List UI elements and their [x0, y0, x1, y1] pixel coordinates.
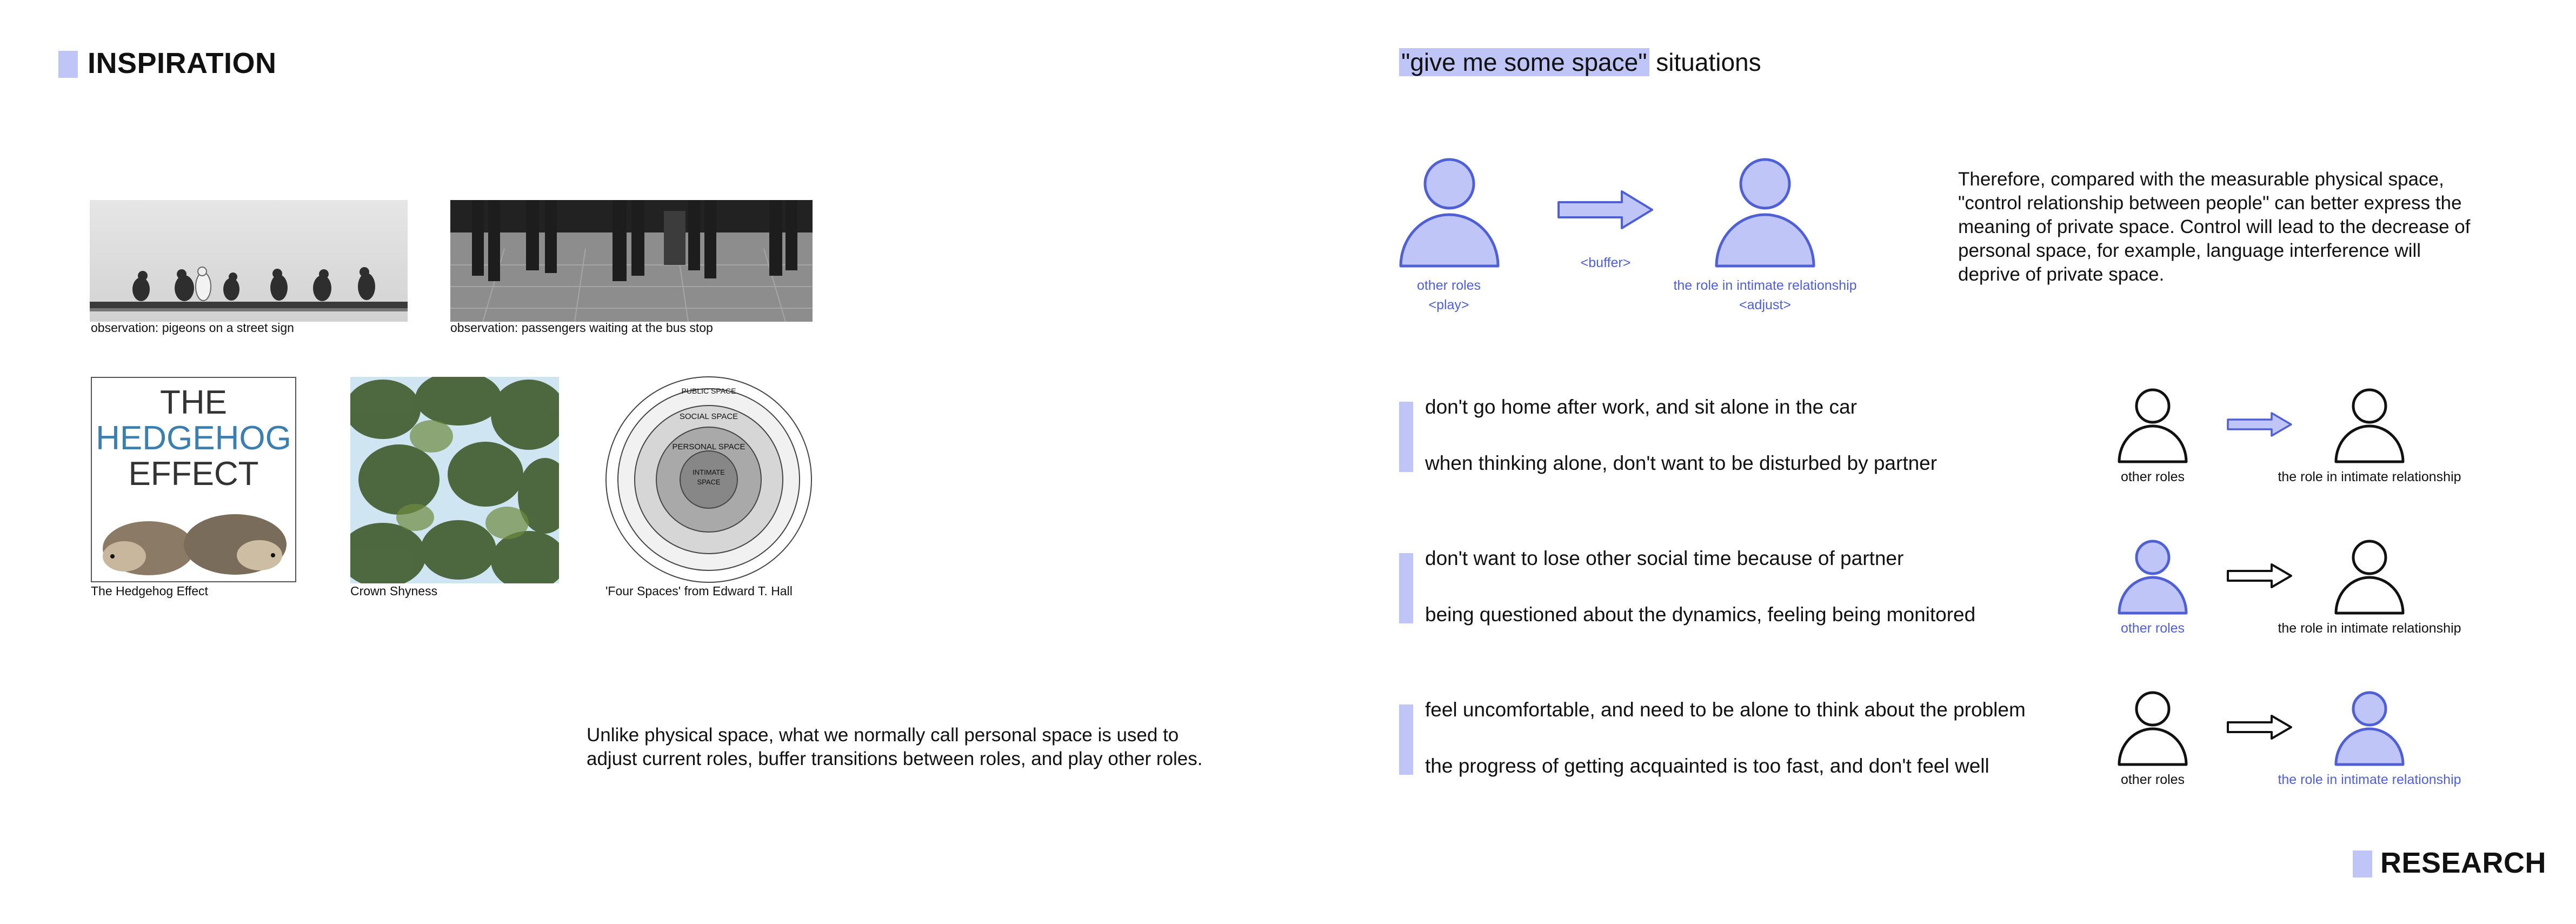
scenario-2-left-person-icon [2118, 540, 2188, 615]
scenario-3-right-label: the role in intimate relationship [2278, 772, 2461, 787]
scenario-3-line-1: feel uncomfortable, and need to be alone to think about the problem [1425, 699, 2026, 721]
poster-line-the: THE [160, 384, 227, 421]
heading-highlight: "give me some space" [1399, 48, 1649, 76]
scenario-3-line-2: the progress of getting acquainted is too fast, and don't feel well [1425, 755, 1989, 777]
poster-line-effect: EFFECT [128, 455, 259, 493]
scenario-3-arrow-icon [2226, 714, 2293, 741]
personal-space-label: PERSONAL SPACE [672, 442, 745, 451]
right-person-icon [1715, 158, 1815, 268]
research-marker [2353, 850, 2372, 878]
hedgehogs-illustration [97, 502, 290, 578]
right-role-action: <adjust> [1739, 297, 1791, 313]
scenario-1-right-person-icon [2334, 388, 2405, 464]
scenario-2-line-2: being questioned about the dynamics, feeling being monitored [1425, 603, 1976, 626]
scenario-3-bar [1399, 704, 1413, 775]
inspiration-marker [58, 51, 78, 78]
pigeons-caption: observation: pigeons on a street sign [91, 321, 294, 335]
intimate-space-label-2: SPACE [697, 478, 721, 486]
hedgehog-poster [91, 377, 296, 582]
social-space-label: SOCIAL SPACE [679, 412, 738, 421]
scenario-2-line-1: don't want to lose other social time because of partner [1425, 547, 1904, 569]
research-explanation: Therefore, compared with the measurable physical space, "control relationship between people" can better express the meaning of private space. Control will lead to the decrease of personal space, for example, language interference will deprive of private space. [1958, 169, 2471, 285]
scenario-2-right-person-icon [2334, 540, 2405, 615]
left-person-icon [1399, 158, 1500, 268]
scenario-1-line-2: when thinking alone, don't want to be disturbed by partner [1425, 452, 1938, 474]
research-heading [1399, 48, 1761, 77]
summary-line-1: Unlike physical space, what we normally call personal space is used to [587, 724, 1179, 746]
scenario-3-left-label: other roles [2120, 772, 2185, 787]
left-role-action: <play> [1428, 297, 1469, 313]
scenario-2-right-label: the role in intimate relationship [2278, 621, 2461, 636]
scenario-1-left-person-icon [2118, 388, 2188, 464]
crown-shyness-photo [350, 377, 559, 583]
scenario-3-left-person-icon [2118, 691, 2188, 767]
buffer-label: <buffer> [1580, 255, 1631, 270]
summary-line-2: adjust current roles, buffer transitions between roles, and play other roles. [587, 748, 1203, 769]
buffer-arrow-icon [1557, 189, 1654, 230]
scenario-1-bar [1399, 402, 1413, 472]
scenario-1-left-label: other roles [2120, 469, 2185, 484]
left-role-label [1384, 276, 1514, 315]
hedgehog-caption: The Hedgehog Effect [91, 584, 208, 598]
right-role-name: the role in intimate relationship [1673, 278, 1857, 293]
crown-shyness-caption: Crown Shyness [350, 584, 438, 598]
inspiration-summary [587, 723, 1235, 771]
scenario-1-arrow-icon [2226, 411, 2293, 438]
right-role-label [1657, 276, 1873, 315]
scenario-2-arrow-icon [2226, 562, 2293, 589]
scenario-2-left-label: other roles [2120, 621, 2185, 636]
scenario-2-bar [1399, 553, 1413, 623]
scenario-3-right-person-icon [2334, 691, 2405, 767]
scenario-1-right-label: the role in intimate relationship [2278, 469, 2461, 484]
public-space-label: PUBLIC SPACE [681, 387, 736, 395]
intimate-space-label-1: INTIMATE [693, 468, 725, 476]
left-role-name: other roles [1416, 278, 1481, 293]
passengers-photo [450, 200, 813, 322]
scenario-1-line-1: don't go home after work, and sit alone in the car [1425, 396, 1857, 418]
inspiration-title: INSPIRATION [88, 47, 277, 79]
passengers-caption: observation: passengers waiting at the bus stop [450, 321, 713, 335]
four-spaces-diagram [604, 375, 813, 584]
four-spaces-caption: 'Four Spaces' from Edward T. Hall [605, 584, 793, 598]
poster-line-hedgehog: HEDGEHOG [96, 420, 291, 457]
pigeons-photo [90, 200, 408, 322]
research-title: RESEARCH [2380, 847, 2547, 879]
heading-rest: situations [1649, 48, 1761, 76]
